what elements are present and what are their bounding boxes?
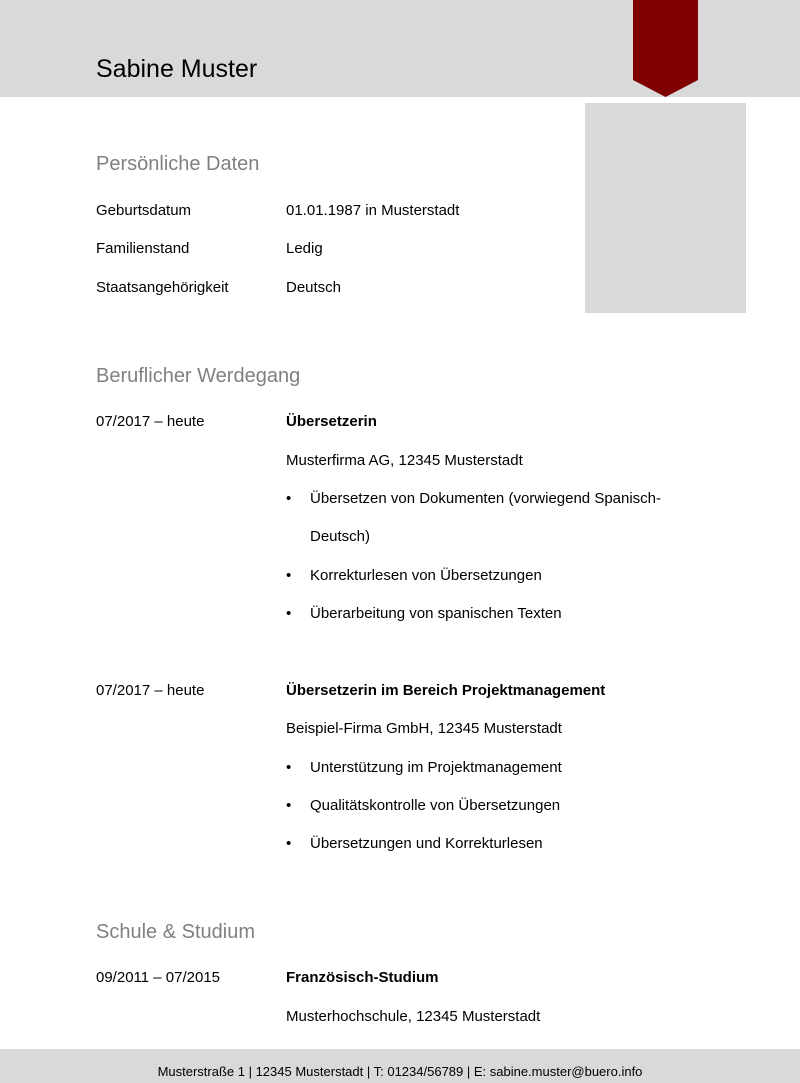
career-task-2-3: Übersetzungen und Korrekturlesen bbox=[310, 835, 543, 852]
education-degree-1: Französisch-Studium bbox=[286, 969, 439, 986]
career-period-2: 07/2017 – heute bbox=[96, 682, 205, 699]
career-task-1-1: Übersetzen von Dokumenten (vorwiegend Spanisch- bbox=[310, 490, 662, 507]
education-institution-1: Musterhochschule, 12345 Musterstadt bbox=[286, 1008, 541, 1025]
career-task-1-2: Korrekturlesen von Übersetzungen bbox=[310, 567, 542, 584]
personal-label-marital-status: Familienstand bbox=[96, 240, 190, 257]
photo-placeholder bbox=[585, 103, 746, 313]
career-task-2-2: Qualitätskontrolle von Übersetzungen bbox=[310, 797, 561, 814]
career-position-2: Übersetzerin im Bereich Projektmanagement bbox=[286, 682, 606, 699]
section-title-career: Beruflicher Werdegang bbox=[96, 365, 301, 387]
bullet-icon: • bbox=[286, 605, 292, 622]
bookmark-ribbon-icon bbox=[633, 0, 698, 97]
education-period-1: 09/2011 – 07/2015 bbox=[96, 969, 221, 986]
bullet-icon: • bbox=[286, 835, 292, 852]
personal-label-birthdate: Geburtsdatum bbox=[96, 202, 192, 219]
career-task-2-1: Unterstützung im Projektmanagement bbox=[310, 759, 562, 776]
bullet-icon: • bbox=[286, 759, 292, 776]
career-position-1: Übersetzerin bbox=[286, 413, 377, 430]
career-company-1: Musterfirma AG, 12345 Musterstadt bbox=[286, 452, 523, 469]
career-company-2: Beispiel-Firma GmbH, 12345 Musterstadt bbox=[286, 720, 562, 737]
section-title-education: Schule & Studium bbox=[96, 921, 255, 943]
personal-value-nationality: Deutsch bbox=[286, 279, 342, 296]
bullet-icon: • bbox=[286, 567, 292, 584]
personal-value-birthdate: 01.01.1987 in Musterstadt bbox=[286, 202, 460, 219]
career-period-1: 07/2017 – heute bbox=[96, 413, 205, 430]
career-task-1-1-continued: Deutsch) bbox=[310, 528, 371, 545]
applicant-name: Sabine Muster bbox=[96, 55, 258, 83]
personal-value-marital-status: Ledig bbox=[286, 240, 323, 257]
personal-label-nationality: Staatsangehörigkeit bbox=[96, 279, 229, 296]
bullet-icon: • bbox=[286, 797, 292, 814]
footer-contact: Musterstraße 1 | 12345 Musterstadt | T: 01234/56789 | E: sabine.muster@buero.info bbox=[157, 1064, 643, 1079]
section-title-personal: Persönliche Daten bbox=[96, 153, 260, 175]
bullet-icon: • bbox=[286, 490, 292, 507]
career-task-1-3: Überarbeitung von spanischen Texten bbox=[310, 605, 562, 622]
